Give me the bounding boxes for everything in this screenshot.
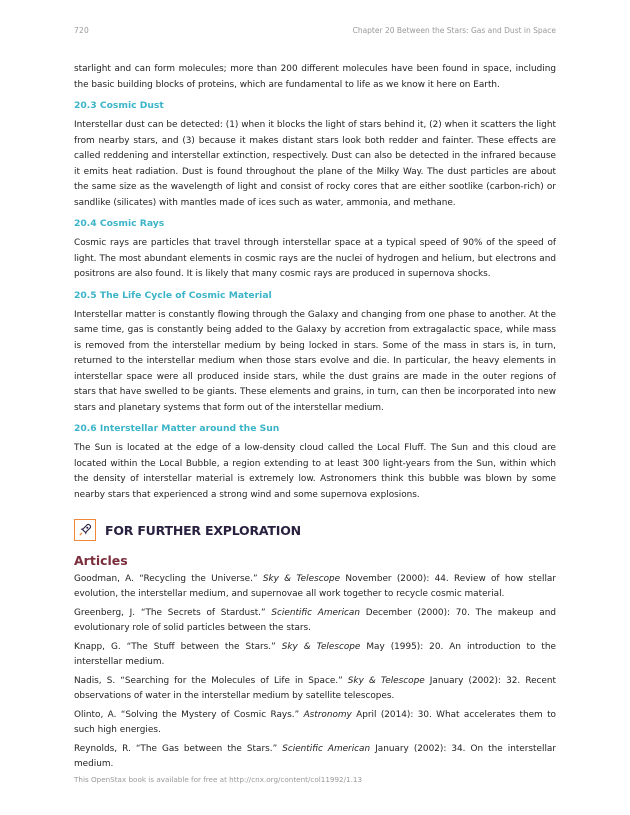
intro-paragraph: starlight and can form molecules; more than 200 different molecules have been found in space, including the basic building blocks of proteins, which are fundamental to life as we know it here on Earth.	[74, 64, 556, 90]
section-heading-interstellar-sun: 20.6 Interstellar Matter around the Sun	[74, 423, 280, 434]
journal-title: Scientific American	[282, 744, 371, 754]
further-exploration-banner	[74, 519, 556, 541]
section-text-interstellar-sun: The Sun is located at the edge of a low-density cloud called the Local Fluff. The Sun and this cloud are located within the Local Bubble, a region extending to at least 300 light-years from the Sun, within which the density of interstellar material is extremely low. Astronomers think this bubble was blown by some nearby stars that experienced a strong wind and some supernova explosions.	[74, 443, 556, 500]
page-footer: This OpenStax book is available for free at http://cnx.org/content/col11992/1.13	[74, 775, 363, 784]
section-heading-cosmic-rays: 20.4 Cosmic Rays	[74, 218, 165, 229]
reference-item: Goodman, A. “Recycling the Universe.” Sky & Telescope November (2000): 44. Review of how stellar evolution, the interstellar medium, and supernovae all work together to recycle cosmic material.	[74, 574, 557, 599]
reference-item: Knapp, G. “The Stuff between the Stars.” Sky & Telescope May (1995): 20. An introduction to the interstellar medium.	[74, 642, 556, 667]
articles-heading: Articles	[74, 553, 128, 568]
section-text-cosmic-rays: Cosmic rays are particles that travel through interstellar space at a typical speed of 90% of the speed of light. The most abundant elements in cosmic rays are the nuclei of hydrogen and helium, but electrons and positrons are also found. It is likely that many cosmic rays are produced in supernova shocks.	[74, 238, 556, 279]
reference-item: Nadis, S. “Searching for the Molecules of Life in Space.” Sky & Telescope January (2002): 32. Recent observations of water in the interstellar medium by satellite telescopes.	[74, 676, 556, 701]
journal-title: Sky & Telescope	[262, 574, 341, 584]
reference-item: Greenberg, J. “The Secrets of Stardust.” Scientific American December (2000): 70. The makeup and evolutionary role of solid particles between the stars.	[74, 608, 556, 633]
journal-title: Scientific American	[271, 608, 360, 618]
journal-title: Sky & Telescope	[281, 642, 361, 652]
running-header: Chapter 20 Between the Stars: Gas and Dust in Space	[352, 26, 556, 35]
main-content	[74, 62, 556, 776]
journal-title: Astronomy	[303, 710, 352, 720]
section-text-cosmic-dust: Interstellar dust can be detected: (1) when it blocks the light of stars behind it, (2) when it scatters the light from nearby stars, and (3) because it makes distant stars look both redder and fainter. These effects are called reddening and interstellar extinction, respectively. Dust can also be detected in the infrared because it emits heat radiation. Dust is found throughout the plane of the Milky Way. The dust particles are about the same size as the wavelength of light and consist of rocky cores that are either sootlike (carbon-rich) or sandlike (silicates) with mantles made of ices such as water, ammonia, and methane.	[74, 120, 556, 208]
reference-item: Reynolds, R. “The Gas between the Stars.” Scientific American January (2002): 34. On the interstellar medium.	[74, 744, 556, 769]
page-number: 720	[74, 26, 89, 35]
section-heading-cosmic-dust: 20.3 Cosmic Dust	[74, 100, 164, 111]
section-heading-life-cycle: 20.5 The Life Cycle of Cosmic Material	[74, 289, 272, 301]
rocket-icon	[74, 519, 96, 541]
journal-title: Sky & Telescope	[347, 676, 425, 686]
further-exploration-title: FOR FURTHER EXPLORATION	[105, 522, 301, 538]
reference-item: Olinto, A. “Solving the Mystery of Cosmic Rays.” Astronomy April (2014): 30. What accelerates them to such high energies.	[74, 710, 556, 735]
section-text-life-cycle: Interstellar matter is constantly flowing through the Galaxy and changing from one phase to another. At the same time, gas is constantly being added to the Galaxy by accretion from extragalactic space, while mass is removed from the interstellar medium by being locked in stars. Some of the mass in stars is, in turn, returned to the interstellar medium when those stars evolve and die. In particular, the heavy elements in interstellar space were all produced inside stars, while the dust grains are made in the outer regions of stars that have swelled to be giants. These elements and grains, in turn, can then be incorporated into new stars and planetary systems that form out of the interstellar medium.	[74, 309, 556, 413]
